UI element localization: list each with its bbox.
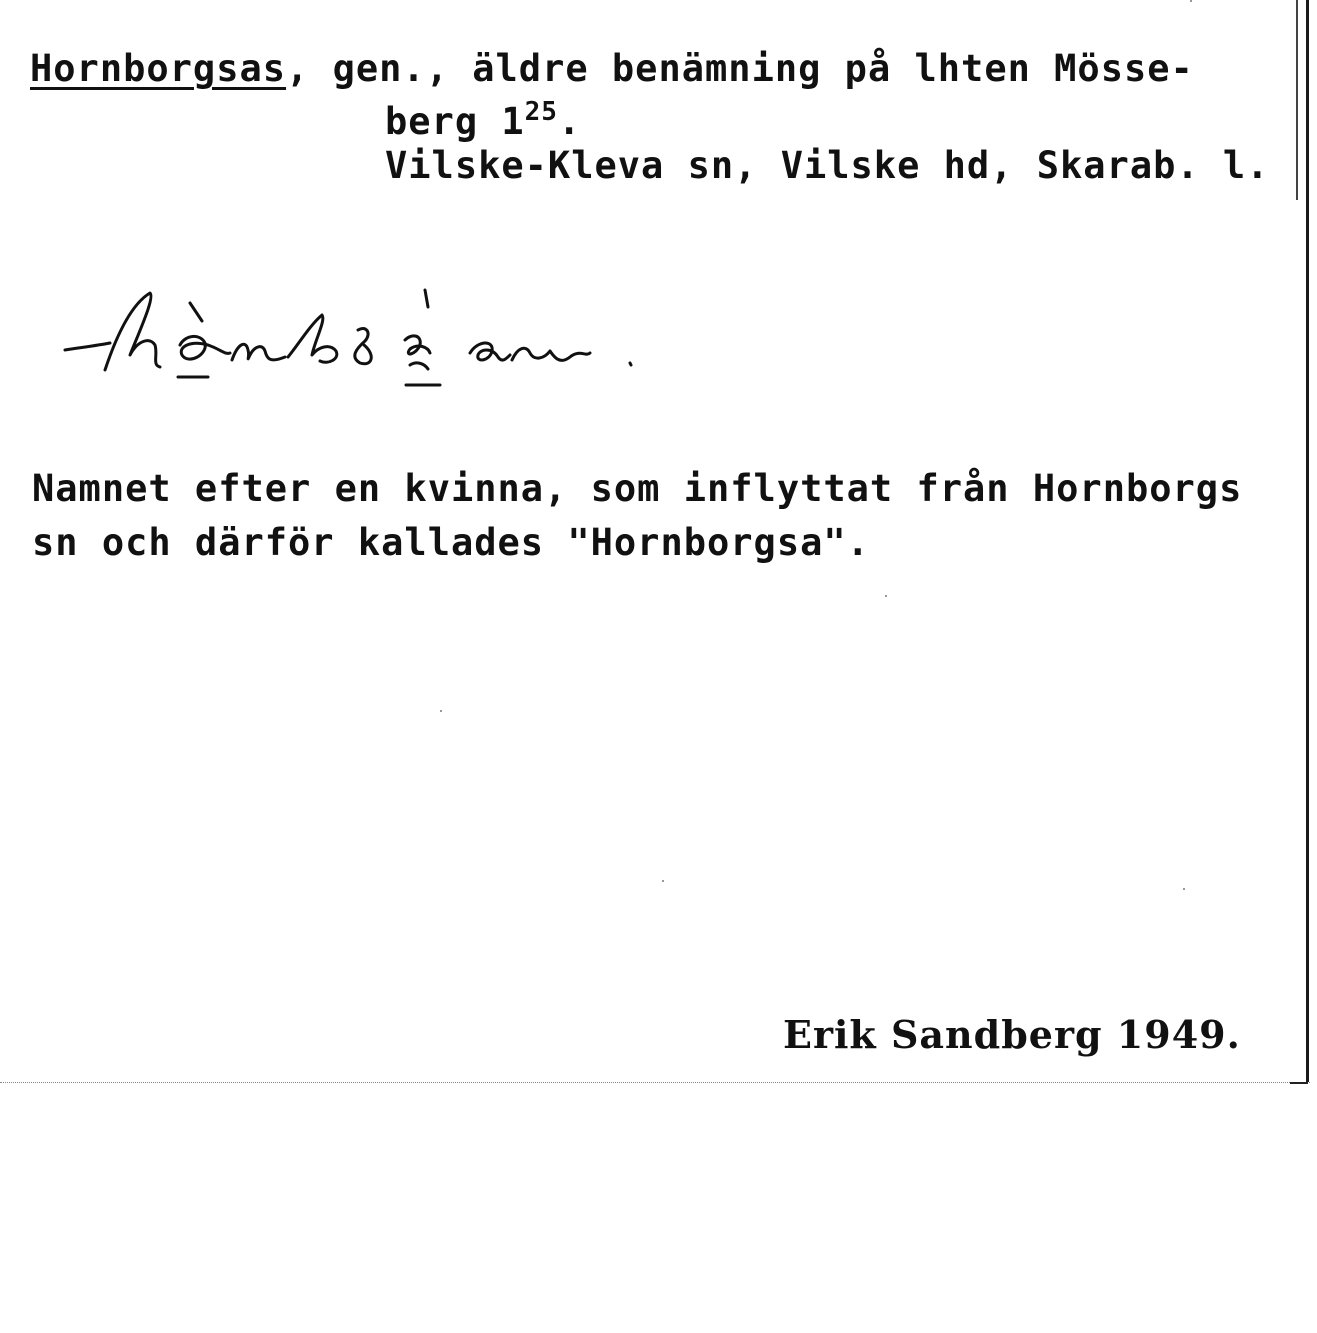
entry-line-2-text: berg 1 bbox=[385, 100, 525, 143]
entry-reference-sup: 25 bbox=[524, 97, 558, 127]
entry-line-2 bbox=[385, 97, 582, 143]
entry-headword: Hornborgsas bbox=[30, 47, 287, 90]
card-edge-shadow bbox=[1296, 0, 1298, 200]
card-right-edge bbox=[1306, 0, 1309, 1082]
scan-speck bbox=[1190, 0, 1192, 2]
note-line-2: sn och därför kallades "Hornborgsa". bbox=[32, 521, 870, 564]
entry-line-2-end: . bbox=[557, 100, 582, 143]
entry-definition: , gen., äldre benämning på lhten Mösse- bbox=[286, 47, 1194, 90]
note-line-1: Namnet efter en kvinna, som inflyttat från Hornborgs bbox=[32, 467, 1243, 510]
signature: Erik Sandberg 1949. bbox=[783, 1012, 1241, 1057]
entry-location: Vilske-Kleva sn, Vilske hd, Skarab. l. bbox=[385, 144, 1270, 187]
scan-speck bbox=[440, 710, 442, 712]
entry-line-1 bbox=[30, 47, 1194, 90]
scan-speck bbox=[662, 880, 664, 882]
handwritten-pronunciation bbox=[60, 285, 660, 395]
card-corner-mark bbox=[1290, 1078, 1308, 1084]
card-bottom-edge bbox=[0, 1082, 1310, 1083]
scan-speck bbox=[1183, 888, 1185, 890]
scan-speck bbox=[885, 595, 887, 597]
